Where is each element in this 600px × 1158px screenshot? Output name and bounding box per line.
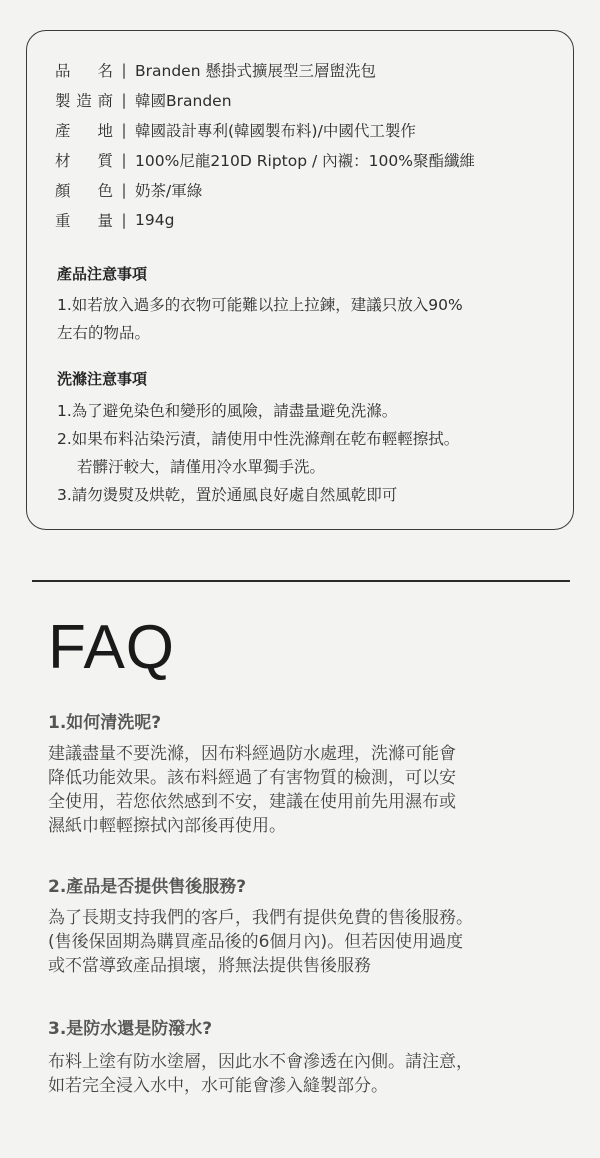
answer-line: 如若完全浸入水中，水可能會滲入縫製部分。	[48, 1076, 388, 1096]
note-line: 2.如果布料沾染污漬，請使用中性洗滌劑在乾布輕輕擦拭。	[57, 430, 460, 448]
faq-answer-3	[48, 1050, 568, 1098]
faq-title: FAQ	[48, 613, 176, 682]
spec-row-material	[55, 145, 475, 175]
product-notes-title: 產品注意事項	[57, 265, 148, 283]
spec-list	[55, 55, 475, 235]
spec-separator: |	[121, 151, 127, 169]
spec-row-origin	[55, 115, 475, 145]
spec-row-color	[55, 175, 475, 205]
spec-label: 品名	[55, 62, 113, 80]
spec-label: 製造商	[55, 92, 113, 110]
note-line: 1.為了避免染色和變形的風險，請盡量避免洗滌。	[57, 402, 398, 420]
spec-label: 重量	[55, 212, 113, 230]
spec-value: 100%尼龍210D Riptop / 內襯：100%聚酯纖維	[135, 152, 475, 170]
note-line: 3.請勿燙熨及烘乾，置於通風良好處自然風乾即可	[57, 486, 398, 504]
spec-value: 奶茶/軍綠	[135, 182, 203, 200]
spec-separator: |	[121, 91, 127, 109]
answer-line: 降低功能效果。該布料經過了有害物質的檢測，可以安	[48, 768, 456, 788]
spec-value: 韓國設計專利(韓國製布料)/中國代工製作	[135, 122, 416, 140]
spec-label: 顏色	[55, 182, 113, 200]
wash-notes-text	[57, 397, 459, 509]
spec-separator: |	[121, 61, 127, 79]
answer-line: 濕紙巾輕輕擦拭內部後再使用。	[48, 816, 286, 836]
section-divider	[32, 580, 570, 582]
spec-separator: |	[121, 121, 127, 139]
faq-question-3: 3.是防水還是防潑水?	[48, 1019, 213, 1039]
spec-value: 韓國Branden	[135, 92, 232, 110]
spec-box	[26, 30, 574, 530]
spec-row-name	[55, 55, 475, 85]
note-line: 若髒汙較大，請僅用冷水單獨手洗。	[77, 458, 326, 476]
spec-separator: |	[121, 181, 127, 199]
spec-label: 材質	[55, 152, 113, 170]
spec-value: 194g	[135, 211, 175, 229]
answer-line: 全使用，若您依然感到不安，建議在使用前先用濕布或	[48, 792, 456, 812]
spec-label: 產地	[55, 122, 113, 140]
spec-row-weight	[55, 205, 475, 235]
faq-question-1: 1.如何清洗呢?	[48, 713, 162, 733]
answer-line: 為了長期支持我們的客戶，我們有提供免費的售後服務。	[48, 908, 473, 928]
faq-question-2: 2.產品是否提供售後服務?	[48, 877, 247, 897]
product-notes-text	[57, 291, 463, 347]
answer-line: 建議盡量不要洗滌，因布料經過防水處理，洗滌可能會	[48, 744, 456, 764]
note-line: 左右的物品。	[57, 324, 151, 342]
note-line: 1.如若放入過多的衣物可能難以拉上拉鍊，建議只放入90%	[57, 296, 463, 314]
faq-answer-2	[48, 906, 568, 978]
spec-row-manufacturer	[55, 85, 475, 115]
wash-notes-title: 洗滌注意事項	[57, 370, 148, 388]
spec-value: Branden 懸掛式擴展型三層盥洗包	[135, 62, 376, 80]
faq-answer-1	[48, 742, 568, 838]
answer-line: 或不當導致產品損壞，將無法提供售後服務	[48, 956, 371, 976]
spec-separator: |	[121, 211, 127, 229]
answer-line: (售後保固期為購買產品後的6個月內)。但若因使用過度	[48, 932, 464, 952]
answer-line: 布料上塗有防水塗層，因此水不會滲透在內側。請注意，	[48, 1052, 473, 1072]
